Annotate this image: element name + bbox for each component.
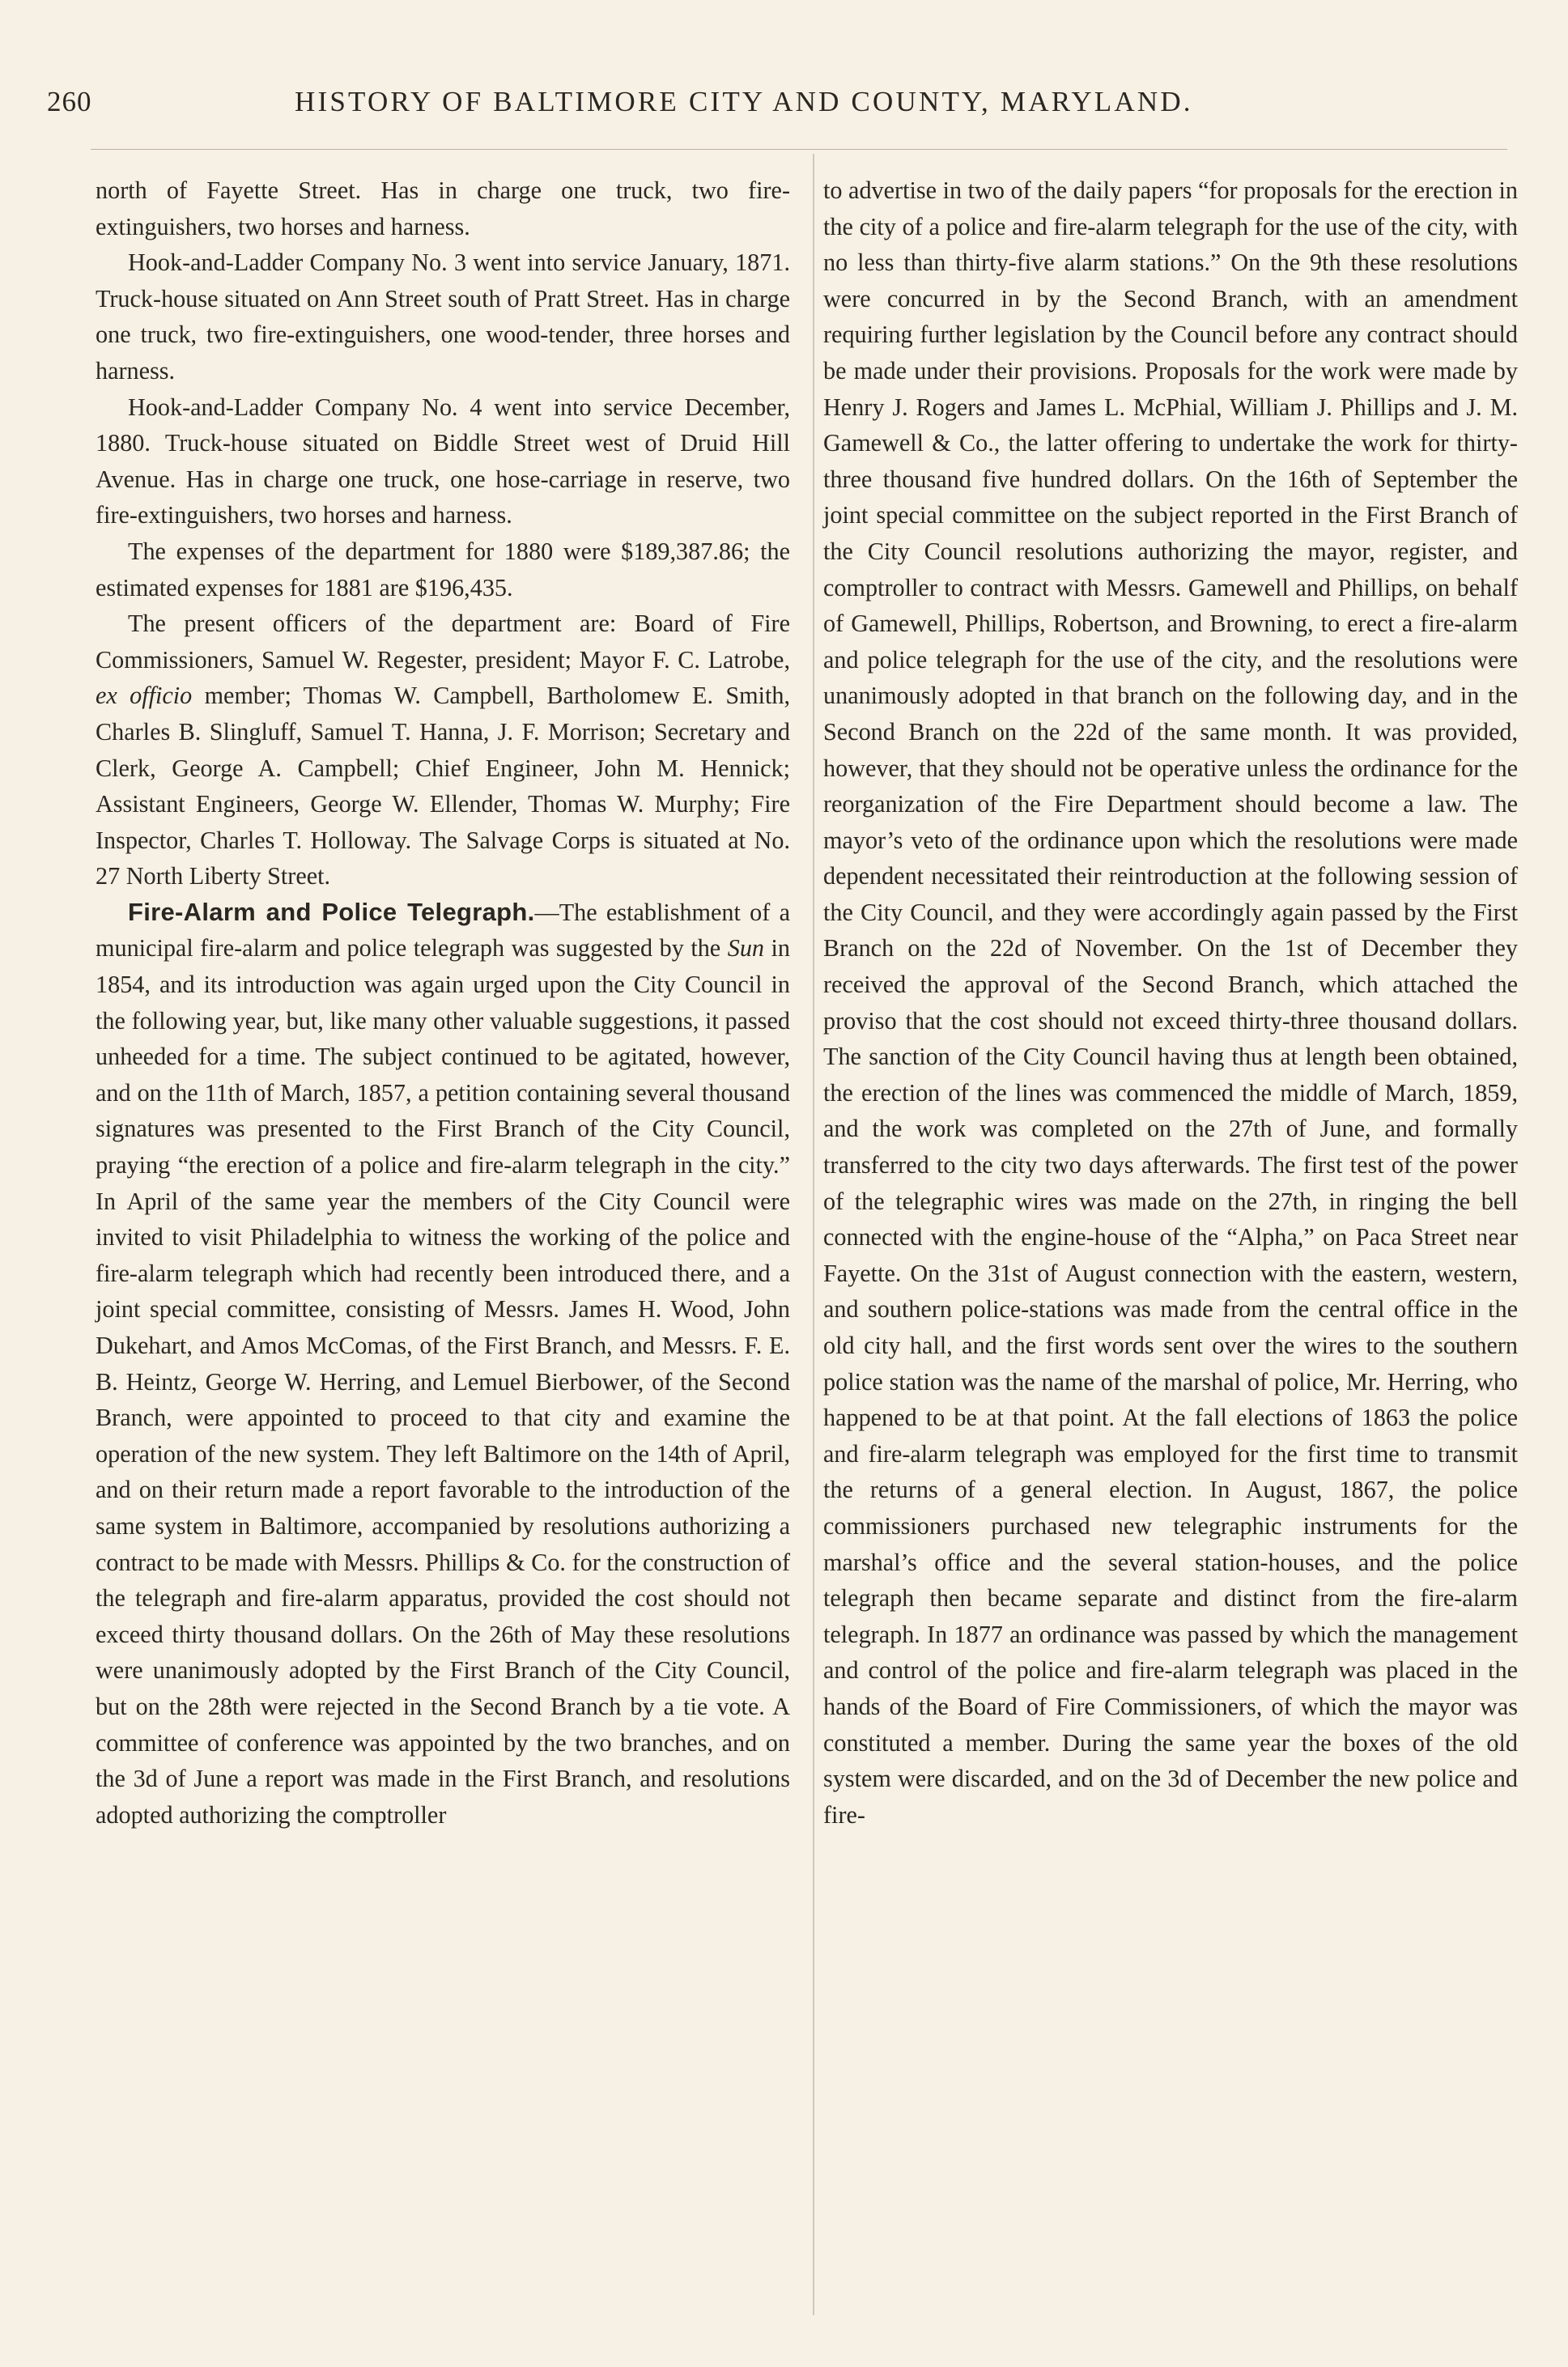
officers-text-b: member; Thomas W. Campbell, Bartholomew E. Smith, Charles B. Slingluff, Samuel T. Hanna, J. F. Morrison; Secretary and Clerk, George A. Campbell; Chief Engineer, John M. Hennick; Assistant Engineers, George W. Ellender, Thomas W. Murphy; Fire Inspector, Charles T. Holloway. The Salvage Corps is situated at No. 27 North Liberty Street.: [96, 682, 791, 890]
header-rule: [91, 149, 1507, 150]
left-column: [96, 172, 790, 1833]
officers-italic: ex officio: [96, 682, 193, 710]
paragraph-telegraph-continued: to advertise in two of the daily papers “for proposals for the erection in the city of a police and fire-alarm telegraph for the use of the city, with no less than thirty-five alarm stations.” On the 9th these resolutions were concurred in by the Second Branch, with an amendment requiring further legislation by the Council before any contract should be made under their provisions. Proposals for the work were made by Henry J. Rogers and James L. McPhial, William J. Phillips and J. M. Gamewell & Co., the latter offering to undertake the work for thirty-three thousand five hundred dollars. On the 16th of September the joint special committee on the subject reported in the First Branch of the City Council resolutions authorizing the mayor, register, and comptroller to contract with Messrs. Gamewell and Phillips, on behalf of Gamewell, Phillips, Robertson, and Browning, to erect a fire-alarm and police telegraph for the use of the city, and the resolutions were unanimously adopted in that branch on the following day, and in the Second Branch on the 22d of the same month. It was provided, however, that they should not be operative unless the ordinance for the reorganization of the Fire Department should become a law. The mayor’s veto of the ordinance upon which the resolutions were made dependent necessitated their reintroduction at the following session of the City Council, and they were accordingly again passed by the First Branch on the 22d of November. On the 1st of December they received the approval of the Second Branch, which attached the proviso that the cost should not exceed thirty-three thousand dollars. The sanction of the City Council having thus at length been obtained, the erection of the lines was commenced the middle of March, 1859, and the work was completed on the 27th of June, and formally transferred to the city two days afterwards. The first test of the power of the telegraphic wires was made on the 27th, in ringing the bell connected with the engine-house of the “Alpha,” on Paca Street near Fayette. On the 31st of August connection with the eastern, western, and southern police-stations was made from the central office in the old city hall, and the first words sent over the wires to the southern police station was the name of the marshal of police, Mr. Herring, who happened to be at that point. At the fall elections of 1863 the police and fire-alarm telegraph was employed for the first time to transmit the returns of a general election. In August, 1867, the police commissioners purchased new telegraphic instruments for the marshal’s office and the several station-houses, and the police telegraph then became separate and distinct from the fire-alarm telegraph. In 1877 an ordinance was passed by which the management and control of the police and fire-alarm telegraph was placed in the hands of the Board of Fire Commissioners, of which the mayor was constituted a member. During the same year the boxes of the old system were discarded, and on the 3d of December the new police and fire-: [823, 176, 1518, 1829]
paragraph-expenses: The expenses of the department for 1880 were $189,387.86; the estimated expenses for 1881 are $196,435.: [96, 537, 790, 601]
paragraph-officers: [96, 606, 790, 895]
right-column: [823, 172, 1518, 1833]
page-header: [0, 86, 1568, 134]
telegraph-text-a: —The establishment of a municipal fire-alarm and police telegraph was suggested by the: [96, 898, 790, 963]
telegraph-text-b: in 1854, and its introduction was again urged upon the City Council in the following year, but, like many other valuable suggestions, it passed unheeded for a time. The subject continued to be agitated, however, and on the 11th of March, 1857, a petition containing several thousand signatures was presented to the First Branch of the City Council, praying “the erection of a police and fire-alarm telegraph in the city.” In April of the same year the members of the City Council were invited to visit Philadelphia to witness the working of the police and fire-alarm telegraph which had recently been introduced there, and a joint special committee, consisting of Messrs. James H. Wood, John Dukehart, and Amos McComas, of the First Branch, and Messrs. F. E. B. Heintz, George W. Herring, and Lemuel Bierbower, of the Second Branch, were appointed to proceed to that city and examine the operation of the new system. They left Baltimore on the 14th of April, and on their return made a report favorable to the introduction of the same system in Baltimore, accompanied by resolutions authorizing a contract to be made with Messrs. Phillips & Co. for the construction of the telegraph and fire-alarm apparatus, provided the cost should not exceed thirty thousand dollars. On the 26th of May these resolutions were unanimously adopted by the First Branch of the City Council, but on the 28th were rejected in the Second Branch by a tie vote. A committee of conference was appointed by the two branches, and on the 3d of June a report was made in the First Branch, and resolutions adopted authorizing the comptroller: [96, 934, 790, 1829]
paragraph-continuation: north of Fayette Street. Has in charge one truck, two fire-extinguishers, two horses and harness.: [96, 176, 790, 240]
paragraph-hook-ladder-4: Hook-and-Ladder Company No. 4 went into service December, 1880. Truck-house situated on Biddle Street west of Druid Hill Avenue. Has in charge one truck, one hose-carriage in reserve, two fire-extinguishers, two horses and harness.: [96, 393, 790, 529]
section-heading: Fire-Alarm and Police Telegraph.: [128, 897, 535, 926]
officers-text-a: The present officers of the department are: Board of Fire Commissioners, Samuel W. Regester, president; Mayor F. C. Latrobe,: [96, 610, 790, 674]
telegraph-italic: Sun: [727, 934, 764, 963]
page-number: 260: [47, 86, 92, 117]
running-title: HISTORY OF BALTIMORE CITY AND COUNTY, MARYLAND.: [295, 86, 1193, 117]
paragraph-hook-ladder-3: Hook-and-Ladder Company No. 3 went into service January, 1871. Truck-house situated on Ann Street south of Pratt Street. Has in charge one truck, two fire-extinguishers, one wood-tender, three horses and harness.: [96, 249, 790, 385]
paragraph-telegraph: [96, 895, 790, 1833]
column-divider: [813, 154, 814, 2315]
